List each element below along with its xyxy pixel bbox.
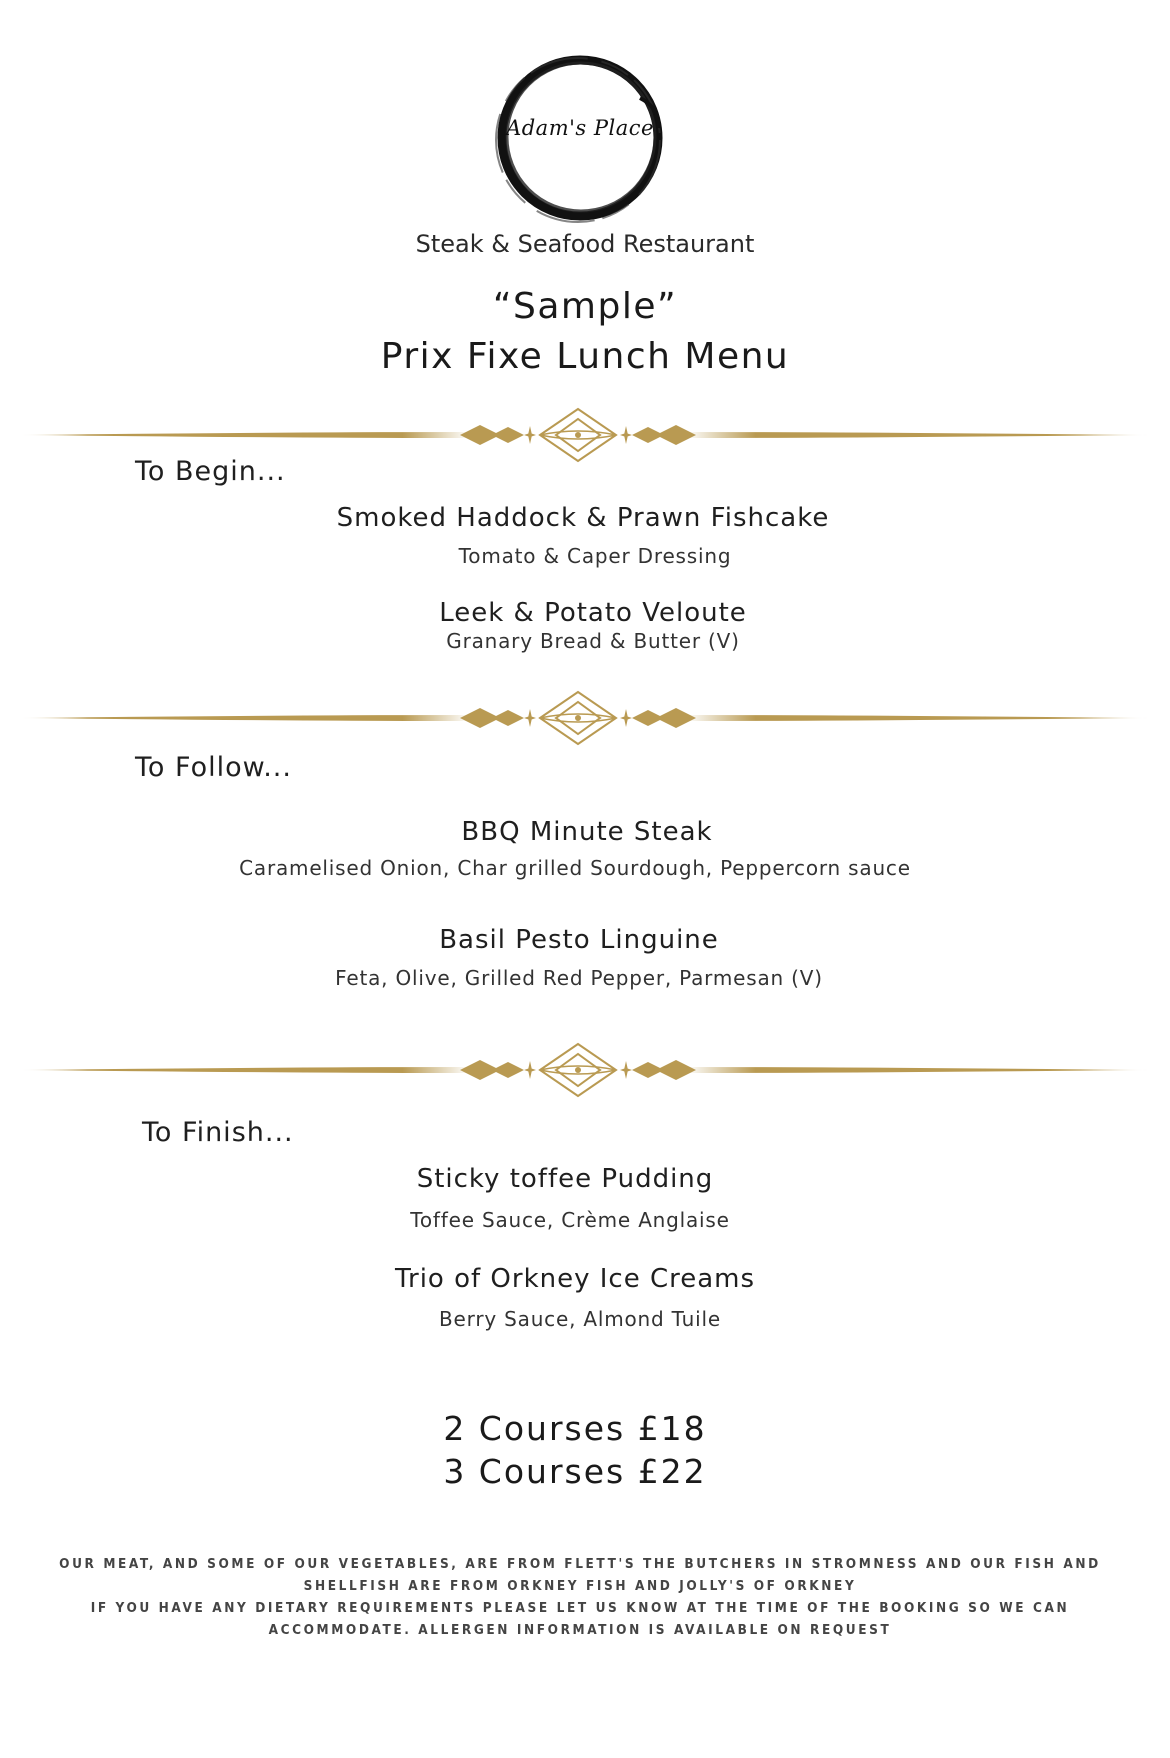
dish-name: Trio of Orkney Ice Creams <box>394 1264 756 1294</box>
price-three-courses: 3 Courses £22 <box>443 1452 707 1491</box>
restaurant-subtitle: Steak & Seafood Restaurant <box>415 230 755 258</box>
dish-description: Berry Sauce, Almond Tuile <box>439 1307 721 1331</box>
section-heading-finish: To Finish... <box>142 1117 294 1148</box>
logo-text: Adam's Place <box>506 116 654 140</box>
dish-description: Tomato & Caper Dressing <box>458 544 732 568</box>
dish-name: Sticky toffee Pudding <box>416 1164 714 1194</box>
sourcing-note: SHELLFISH ARE FROM ORKNEY FISH AND JOLLY'S OF ORKNEY <box>303 1578 857 1594</box>
dish-description: Granary Bread & Butter (V) <box>446 629 740 653</box>
section-heading-begin: To Begin... <box>135 456 286 487</box>
ornamental-divider <box>0 688 1170 748</box>
dish-name: Smoked Haddock & Prawn Fishcake <box>336 503 830 533</box>
sourcing-note: OUR MEAT, AND SOME OF OUR VEGETABLES, ARE FROM FLETT'S THE BUTCHERS IN STROMNESS AND OUR FISH AND <box>59 1556 1101 1572</box>
dietary-note: IF YOU HAVE ANY DIETARY REQUIREMENTS PLEASE LET US KNOW AT THE TIME OF THE BOOKING SO WE CAN <box>90 1600 1070 1616</box>
ornamental-divider <box>0 1040 1170 1100</box>
dish-description: Caramelised Onion, Char grilled Sourdough, Peppercorn sauce <box>239 856 911 880</box>
dietary-note: ACCOMMODATE. ALLERGEN INFORMATION IS AVAILABLE ON REQUEST <box>268 1622 892 1638</box>
section-heading-follow: To Follow... <box>135 752 292 783</box>
dish-name: Leek & Potato Veloute <box>439 598 747 628</box>
dish-description: Toffee Sauce, Crème Anglaise <box>410 1208 730 1232</box>
dish-description: Feta, Olive, Grilled Red Pepper, Parmesan (V) <box>335 966 823 990</box>
restaurant-logo <box>490 48 670 228</box>
dish-name: BBQ Minute Steak <box>461 817 713 847</box>
menu-title: Prix Fixe Lunch Menu <box>380 336 790 377</box>
dish-name: Basil Pesto Linguine <box>439 925 719 955</box>
price-two-courses: 2 Courses £18 <box>443 1409 707 1448</box>
menu-title-sample: “Sample” <box>492 286 678 327</box>
